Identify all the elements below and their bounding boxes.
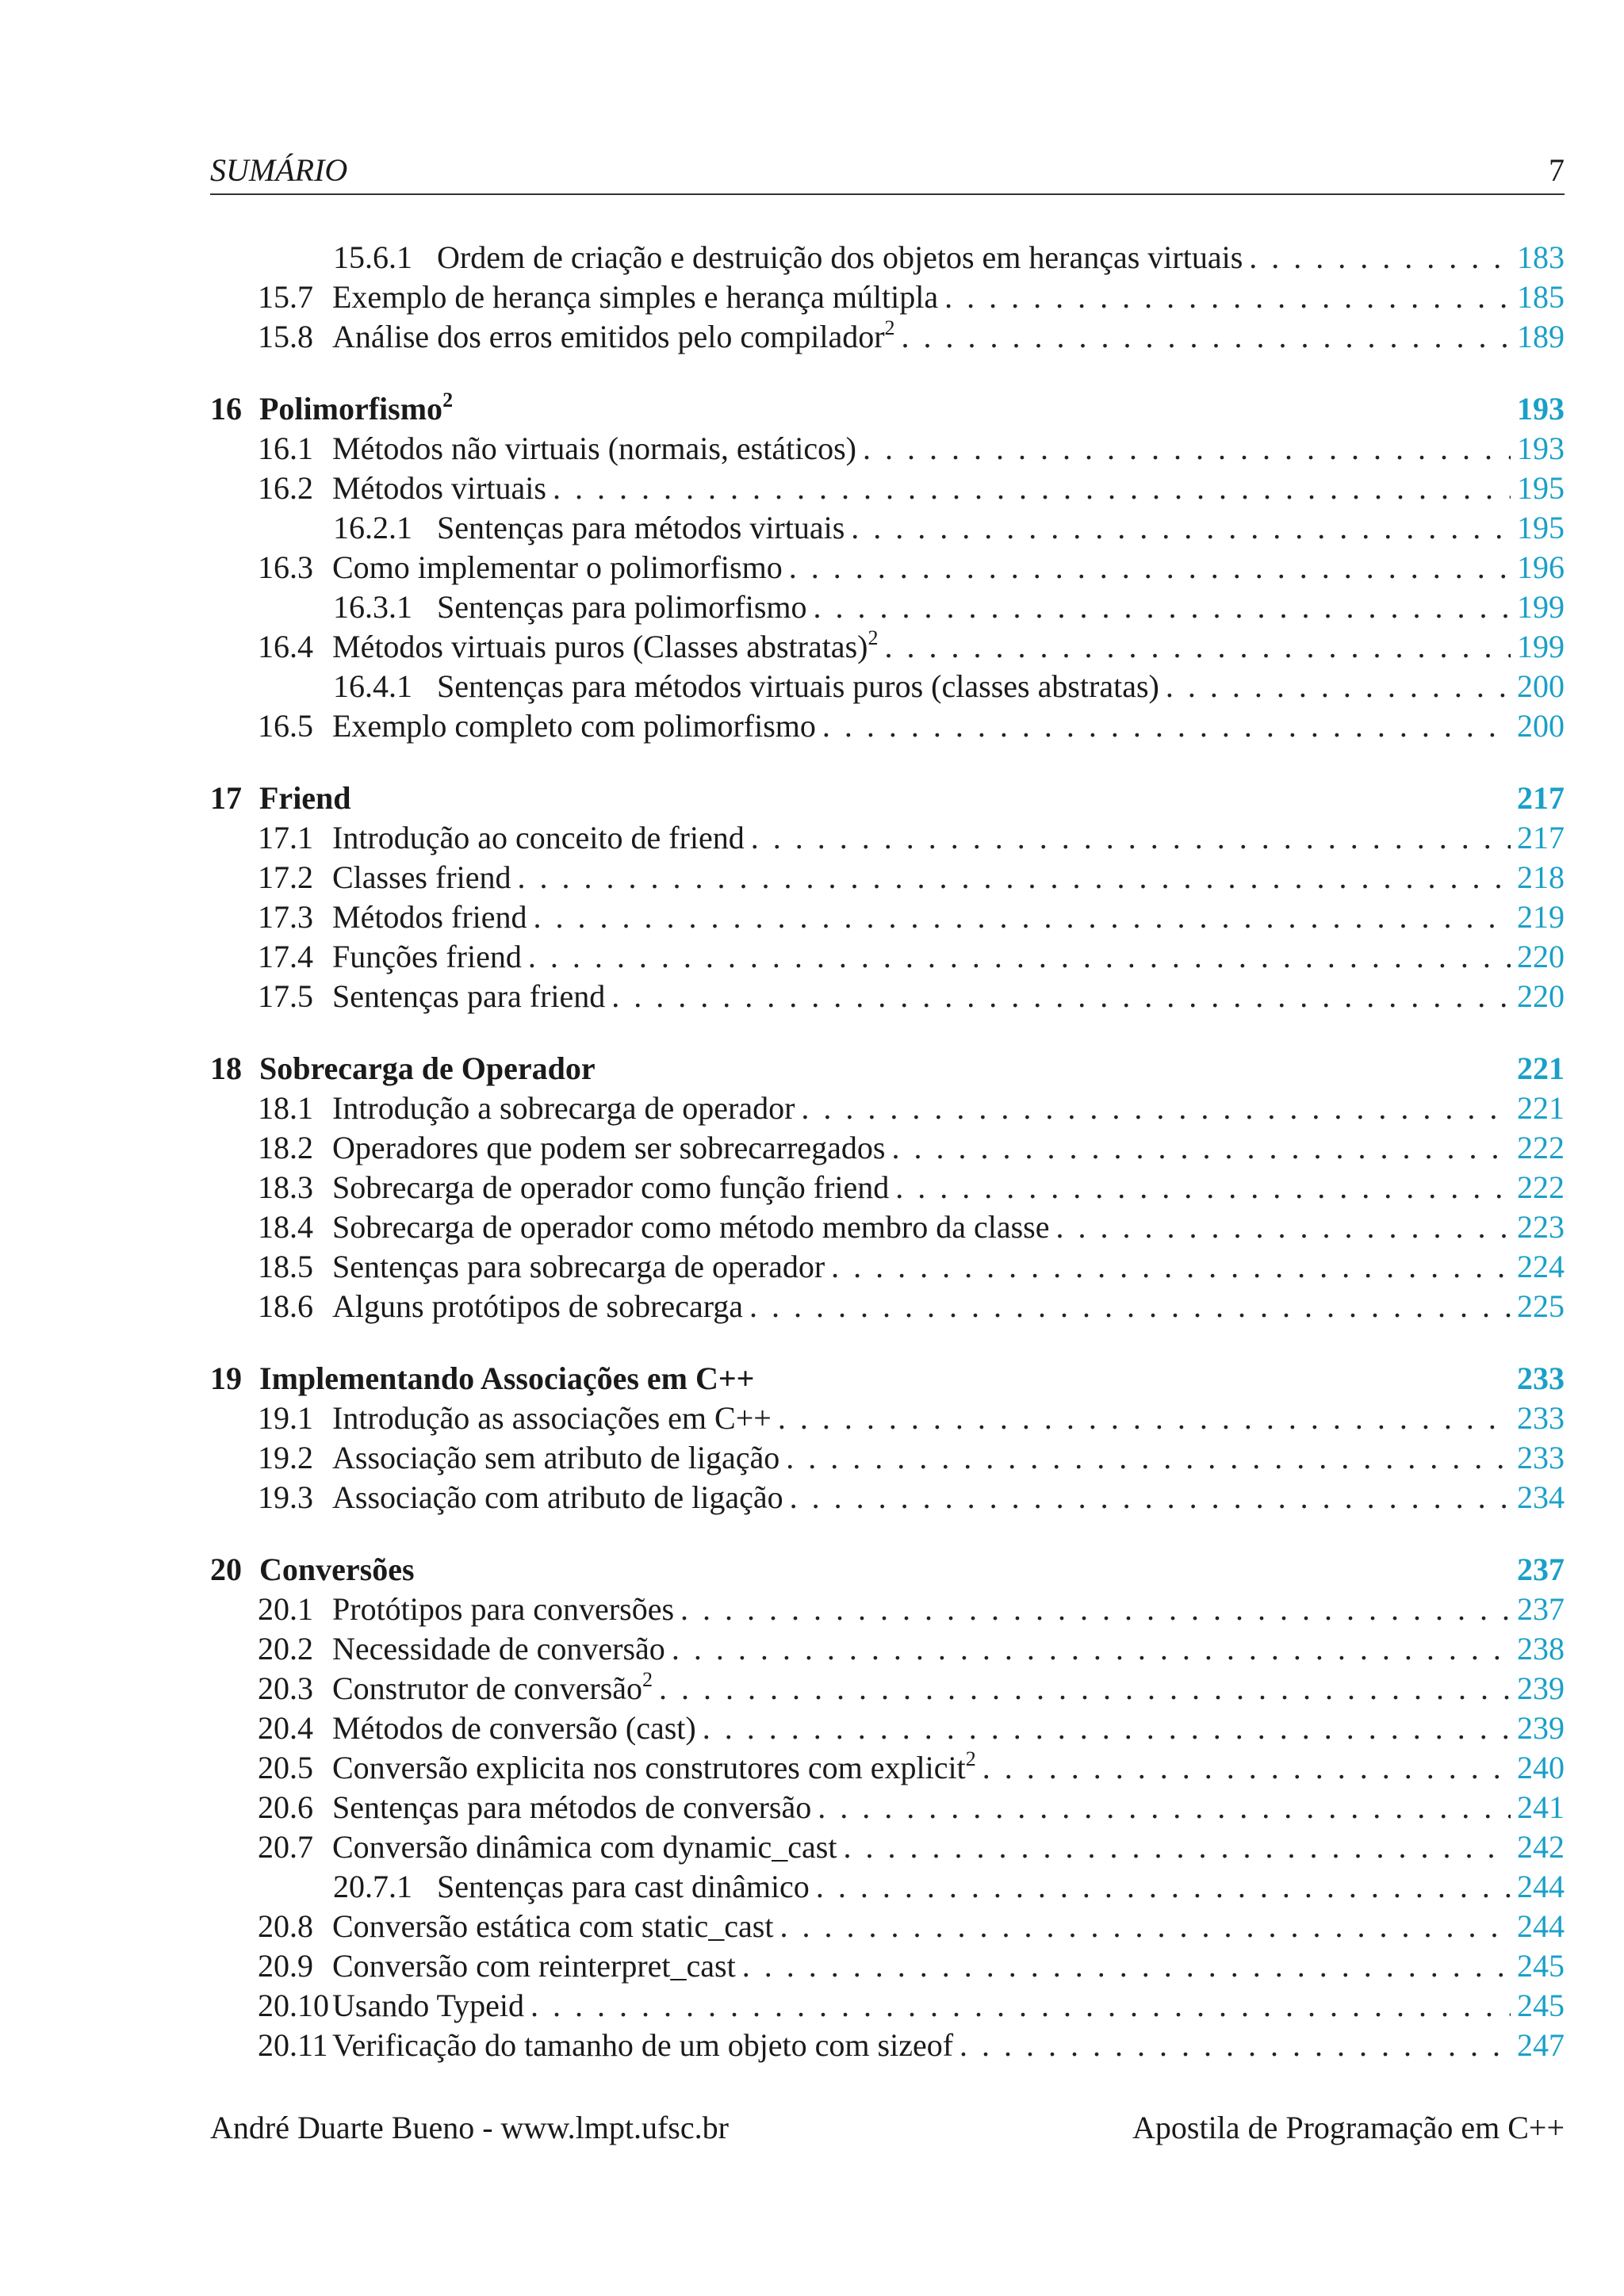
toc-section-entry[interactable] xyxy=(210,1590,1565,1629)
toc-entry-title xyxy=(332,1287,749,1326)
toc-entry-title-text: Sentenças para métodos virtuais puros (classes abstratas) xyxy=(437,668,1159,704)
toc-entry-title xyxy=(259,779,358,818)
toc-section-entry[interactable] xyxy=(210,1207,1565,1247)
dot-leader xyxy=(801,1089,1511,1128)
dot-leader xyxy=(944,277,1511,317)
toc-entry-number: 20.11 xyxy=(258,2027,328,2063)
toc-entry-title xyxy=(332,1986,530,2026)
toc-page-link[interactable]: 200 xyxy=(1517,668,1565,704)
toc-page-link[interactable]: 233 xyxy=(1517,1440,1565,1475)
toc-entry-title-text: Alguns protótipos de sobrecarga xyxy=(332,1288,744,1324)
toc-section-entry[interactable] xyxy=(210,1986,1565,2026)
toc-subsection-entry[interactable] xyxy=(210,508,1565,548)
dot-leader xyxy=(659,1669,1511,1709)
toc-entry-number: 17.3 xyxy=(258,899,313,935)
toc-entry-number: 18.6 xyxy=(258,1288,313,1324)
toc-subsection-entry[interactable] xyxy=(210,1867,1565,1907)
toc-page-link[interactable]: 199 xyxy=(1517,629,1565,664)
dot-leader xyxy=(534,897,1511,937)
toc-entry-title xyxy=(332,1669,659,1709)
toc-entry-number: 20.2 xyxy=(258,1631,313,1667)
toc-entry-number: 17.1 xyxy=(258,820,313,855)
toc-entry-title-text: Sentenças para friend xyxy=(332,978,606,1014)
toc-entry-title-text: Necessidade de conversão xyxy=(332,1631,665,1667)
toc-entry-title xyxy=(332,1247,831,1287)
toc-entry-title-text: Verificação do tamanho de um objeto com sizeof xyxy=(332,2027,954,2063)
toc-section-entry[interactable] xyxy=(210,1478,1565,1517)
dot-leader xyxy=(818,1788,1511,1827)
toc-entry-title xyxy=(332,1478,790,1517)
toc-entry-title xyxy=(332,2026,959,2065)
dot-leader xyxy=(891,1128,1511,1168)
toc-entry-superscript: 2 xyxy=(642,1667,653,1691)
toc-entry-number: 16.3.1 xyxy=(333,589,412,625)
dot-leader xyxy=(518,858,1511,897)
toc-section-entry[interactable] xyxy=(210,277,1565,317)
toc-entry-title-text: Sentenças para polimorfismo xyxy=(437,589,807,625)
toc-entry-number: 18.5 xyxy=(258,1249,313,1284)
toc-entry-number: 20.6 xyxy=(258,1789,313,1825)
dot-leader xyxy=(814,587,1511,627)
toc-page-link[interactable]: 195 xyxy=(1517,470,1565,506)
toc-page-link[interactable]: 195 xyxy=(1517,510,1565,545)
toc-entry-title-text: Polimorfismo xyxy=(259,391,443,427)
toc-entry-number: 20.10 xyxy=(258,1988,329,2023)
toc-page-link[interactable]: 239 xyxy=(1517,1710,1565,1746)
toc-entry-title xyxy=(332,1089,801,1128)
toc-page-link[interactable]: 242 xyxy=(1517,1829,1565,1865)
toc-section-entry[interactable] xyxy=(210,1946,1565,1986)
toc-page-link[interactable]: 234 xyxy=(1517,1479,1565,1515)
dot-leader xyxy=(779,1907,1511,1946)
toc-section-entry[interactable] xyxy=(210,1669,1565,1709)
toc-entry-title-text: Introdução ao conceito de friend xyxy=(332,820,745,855)
running-title: SUMÁRIO xyxy=(210,152,348,188)
toc-entry-title-text: Protótipos para conversões xyxy=(332,1591,675,1627)
toc-entry-number: 16.2.1 xyxy=(333,510,412,545)
toc-entry-number: 16.4 xyxy=(258,629,313,664)
toc-chapter-entry[interactable] xyxy=(210,779,1565,818)
toc-section-entry[interactable] xyxy=(210,937,1565,977)
toc-page-link[interactable]: 223 xyxy=(1517,1209,1565,1245)
toc-page-link[interactable]: 247 xyxy=(1517,2027,1565,2063)
toc-entry-superscript: 2 xyxy=(884,316,895,339)
toc-entry-title-text: Análise dos erros emitidos pelo compilador xyxy=(332,319,885,354)
toc-entry-number: 17 xyxy=(210,780,242,816)
dot-leader xyxy=(1249,238,1511,277)
toc-section-entry[interactable] xyxy=(210,1709,1565,1748)
toc-entry-title-text: Exemplo completo com polimorfismo xyxy=(332,708,816,744)
toc-section-entry[interactable] xyxy=(210,2026,1565,2065)
dot-leader xyxy=(822,706,1511,746)
dot-leader xyxy=(528,937,1511,977)
toc-entry-title xyxy=(332,1827,843,1867)
toc-page-link[interactable]: 193 xyxy=(1517,430,1565,466)
toc-entry-title xyxy=(332,317,902,357)
toc-page-link[interactable]: 233 xyxy=(1517,1400,1565,1436)
toc-chapter-entry[interactable] xyxy=(210,1049,1565,1089)
toc-section-entry[interactable] xyxy=(210,1788,1565,1827)
toc-chapter-entry[interactable] xyxy=(210,389,1565,429)
toc-page-link[interactable]: 225 xyxy=(1517,1288,1565,1324)
toc-entry-number: 16 xyxy=(210,391,242,427)
toc-entry-title-text: Como implementar o polimorfismo xyxy=(332,549,783,585)
toc-entry-title xyxy=(437,587,814,627)
toc-section-entry[interactable] xyxy=(210,977,1565,1016)
toc-section-entry[interactable] xyxy=(210,1399,1565,1438)
toc-entry-title xyxy=(332,1168,895,1207)
toc-entry-title-text: Associação sem atributo de ligação xyxy=(332,1440,780,1475)
dot-leader xyxy=(751,818,1511,858)
toc-page-link[interactable]: 241 xyxy=(1517,1789,1565,1825)
toc-entry-number: 16.5 xyxy=(258,708,313,744)
toc-entry-number: 20.1 xyxy=(258,1591,313,1627)
toc-entry-title-text: Métodos não virtuais (normais, estáticos) xyxy=(332,430,856,466)
toc-chapter-entry[interactable] xyxy=(210,1359,1565,1399)
toc-section-entry[interactable] xyxy=(210,627,1565,667)
toc-page-link[interactable]: 239 xyxy=(1517,1670,1565,1706)
toc-entry-title-text: Introdução a sobrecarga de operador xyxy=(332,1090,795,1126)
toc-entry-title-text: Classes friend xyxy=(332,859,511,895)
toc-entry-title xyxy=(259,1550,421,1590)
toc-section-entry[interactable] xyxy=(210,1827,1565,1867)
toc-section-entry[interactable] xyxy=(210,1168,1565,1207)
dot-leader xyxy=(982,1748,1511,1788)
toc-section-entry[interactable] xyxy=(210,1748,1565,1788)
toc-subsection-entry[interactable] xyxy=(210,238,1565,277)
toc-page-link[interactable]: 238 xyxy=(1517,1631,1565,1667)
toc-page-link[interactable]: 221 xyxy=(1517,1050,1565,1086)
toc-entry-title-text: Conversão com reinterpret_cast xyxy=(332,1948,736,1984)
toc-entry-superscript: 2 xyxy=(965,1747,976,1770)
toc-entry-title-text: Implementando Associações em C++ xyxy=(259,1360,755,1396)
toc-entry-title xyxy=(332,1748,982,1788)
toc-entry-title xyxy=(332,1590,680,1629)
toc-page-link[interactable]: 196 xyxy=(1517,549,1565,585)
dot-leader xyxy=(863,429,1511,469)
toc-entry-number: 20.7 xyxy=(258,1829,313,1865)
table-of-contents xyxy=(210,238,1565,2065)
toc-page-link[interactable]: 219 xyxy=(1517,899,1565,935)
toc-entry-number: 18.4 xyxy=(258,1209,313,1245)
dot-leader xyxy=(884,627,1511,667)
dot-leader xyxy=(831,1247,1511,1287)
toc-entry-number: 16.3 xyxy=(258,549,313,585)
toc-entry-number: 20.9 xyxy=(258,1948,313,1984)
toc-page-link[interactable]: 222 xyxy=(1517,1130,1565,1165)
toc-entry-number: 15.7 xyxy=(258,279,313,315)
toc-entry-title-text: Usando Typeid xyxy=(332,1988,524,2023)
toc-entry-number: 19.1 xyxy=(258,1400,313,1436)
toc-page-link[interactable]: 185 xyxy=(1517,279,1565,315)
toc-section-entry[interactable] xyxy=(210,1247,1565,1287)
toc-section-entry[interactable] xyxy=(210,818,1565,858)
toc-entry-title xyxy=(332,1128,891,1168)
toc-page-link[interactable]: 245 xyxy=(1517,1988,1565,2023)
toc-subsection-entry[interactable] xyxy=(210,587,1565,627)
toc-entry-title-text: Sobrecarga de operador como método membro da classe xyxy=(332,1209,1050,1245)
dot-leader xyxy=(790,1478,1511,1517)
toc-entry-number: 18.2 xyxy=(258,1130,313,1165)
dot-leader xyxy=(672,1629,1511,1669)
toc-page-link[interactable]: 199 xyxy=(1517,589,1565,625)
toc-entry-number: 20.7.1 xyxy=(333,1869,412,1904)
toc-entry-title xyxy=(332,627,884,667)
toc-entry-number: 15.8 xyxy=(258,319,313,354)
toc-entry-number: 18.3 xyxy=(258,1169,313,1205)
toc-entry-title xyxy=(332,1207,1056,1247)
toc-entry-title-text: Funções friend xyxy=(332,939,522,974)
toc-section-entry[interactable] xyxy=(210,1438,1565,1478)
toc-entry-title xyxy=(259,1359,760,1399)
footer-book-title: Apostila de Programação em C++ xyxy=(1132,2110,1565,2145)
dot-leader xyxy=(786,1438,1511,1478)
footer-author: André Duarte Bueno - www.lmpt.ufsc.br xyxy=(210,2110,729,2145)
toc-entry-title xyxy=(437,508,851,548)
toc-chapter-entry[interactable] xyxy=(210,1550,1565,1590)
toc-page-link[interactable]: 220 xyxy=(1517,939,1565,974)
toc-entry-number: 20.8 xyxy=(258,1908,313,1944)
toc-entry-title xyxy=(332,818,751,858)
toc-section-entry[interactable] xyxy=(210,897,1565,937)
toc-entry-number: 17.5 xyxy=(258,978,313,1014)
toc-entry-title xyxy=(332,277,944,317)
dot-leader xyxy=(895,1168,1511,1207)
toc-entry-title-text: Construtor de conversão xyxy=(332,1670,643,1706)
toc-page-link[interactable]: 220 xyxy=(1517,978,1565,1014)
toc-entry-title xyxy=(332,1709,703,1748)
toc-entry-number: 19.3 xyxy=(258,1479,313,1515)
dot-leader xyxy=(680,1590,1511,1629)
dot-leader xyxy=(1056,1207,1511,1247)
dot-leader xyxy=(749,1287,1511,1326)
toc-page-link[interactable]: 245 xyxy=(1517,1948,1565,1984)
toc-entry-title xyxy=(259,1049,602,1089)
dot-leader xyxy=(843,1827,1511,1867)
toc-entry-number: 20.5 xyxy=(258,1750,313,1785)
toc-page-link[interactable]: 244 xyxy=(1517,1908,1565,1944)
toc-entry-title-text: Ordem de criação e destruição dos objetos em heranças virtuais xyxy=(437,239,1243,275)
dot-leader xyxy=(816,1867,1511,1907)
toc-page-link[interactable]: 233 xyxy=(1517,1360,1565,1396)
toc-entry-number: 16.1 xyxy=(258,430,313,466)
dot-leader xyxy=(778,1399,1511,1438)
toc-page-link[interactable]: 200 xyxy=(1517,708,1565,744)
toc-entry-number: 20.4 xyxy=(258,1710,313,1746)
toc-section-entry[interactable] xyxy=(210,317,1565,357)
toc-page-link[interactable]: 222 xyxy=(1517,1169,1565,1205)
toc-entry-title-text: Sentenças para métodos de conversão xyxy=(332,1789,812,1825)
dot-leader xyxy=(553,469,1511,508)
toc-entry-number: 17.4 xyxy=(258,939,313,974)
toc-page-link[interactable]: 217 xyxy=(1517,780,1565,816)
toc-page-link[interactable]: 221 xyxy=(1517,1090,1565,1126)
toc-page-link[interactable]: 193 xyxy=(1517,391,1565,427)
toc-section-entry[interactable] xyxy=(210,1907,1565,1946)
dot-leader xyxy=(742,1946,1511,1986)
toc-section-entry[interactable] xyxy=(210,1089,1565,1128)
toc-entry-title xyxy=(332,1946,742,1986)
toc-entry-title-text: Métodos de conversão (cast) xyxy=(332,1710,696,1746)
toc-entry-title xyxy=(332,1629,672,1669)
toc-entry-number: 16.2 xyxy=(258,470,313,506)
toc-entry-title xyxy=(332,858,518,897)
toc-entry-title-text: Conversão estática com static_cast xyxy=(332,1908,774,1944)
toc-subsection-entry[interactable] xyxy=(210,667,1565,706)
toc-section-entry[interactable] xyxy=(210,858,1565,897)
toc-entry-number: 15.6.1 xyxy=(333,239,412,275)
toc-section-entry[interactable] xyxy=(210,469,1565,508)
dot-leader xyxy=(851,508,1511,548)
toc-entry-number: 18 xyxy=(210,1050,242,1086)
toc-entry-title-text: Sentenças para métodos virtuais xyxy=(437,510,845,545)
toc-entry-title-text: Métodos virtuais puros (Classes abstratas) xyxy=(332,629,868,664)
toc-entry-title-text: Métodos friend xyxy=(332,899,527,935)
toc-page-link[interactable]: 240 xyxy=(1517,1750,1565,1785)
toc-entry-title-text: Sobrecarga de operador como função friend xyxy=(332,1169,890,1205)
toc-entry-number: 19 xyxy=(210,1360,242,1396)
toc-page-link[interactable]: 237 xyxy=(1517,1591,1565,1627)
toc-entry-number: 18.1 xyxy=(258,1090,313,1126)
toc-entry-title-text: Sentenças para sobrecarga de operador xyxy=(332,1249,825,1284)
toc-entry-title-text: Introdução as associações em C++ xyxy=(332,1400,772,1436)
toc-entry-title xyxy=(437,238,1249,277)
toc-entry-title-text: Associação com atributo de ligação xyxy=(332,1479,783,1515)
toc-section-entry[interactable] xyxy=(210,1287,1565,1326)
toc-entry-title-text: Operadores que podem ser sobrecarregados xyxy=(332,1130,886,1165)
toc-entry-number: 20 xyxy=(210,1552,242,1587)
toc-entry-superscript: 2 xyxy=(442,388,454,411)
toc-page-link[interactable]: 183 xyxy=(1517,239,1565,275)
toc-entry-title-text: Sobrecarga de Operador xyxy=(259,1050,596,1086)
toc-entry-title xyxy=(332,937,528,977)
toc-entry-title-text: Conversão explicita nos construtores com explicit xyxy=(332,1750,966,1785)
toc-entry-number: 17.2 xyxy=(258,859,313,895)
dot-leader xyxy=(530,1986,1511,2026)
toc-entry-title xyxy=(332,548,789,587)
toc-entry-title xyxy=(332,1399,778,1438)
page-footer xyxy=(210,2109,1565,2146)
dot-leader xyxy=(611,977,1511,1016)
toc-entry-number: 20.3 xyxy=(258,1670,313,1706)
toc-entry-title xyxy=(332,977,611,1016)
toc-entry-superscript: 2 xyxy=(868,626,879,649)
toc-entry-title xyxy=(332,1438,786,1478)
toc-entry-title xyxy=(332,429,863,469)
toc-entry-title xyxy=(332,1788,818,1827)
page-number: 7 xyxy=(1549,152,1565,188)
dot-leader xyxy=(703,1709,1511,1748)
toc-entry-title xyxy=(332,706,822,746)
toc-entry-title-text: Métodos virtuais xyxy=(332,470,546,506)
dot-leader xyxy=(959,2026,1511,2065)
toc-entry-number: 19.2 xyxy=(258,1440,313,1475)
dot-leader xyxy=(789,548,1511,587)
toc-section-entry[interactable] xyxy=(210,706,1565,746)
toc-section-entry[interactable] xyxy=(210,429,1565,469)
toc-entry-title xyxy=(332,897,534,937)
toc-page-link[interactable]: 218 xyxy=(1517,859,1565,895)
toc-entry-title-text: Exemplo de herança simples e herança múltipla xyxy=(332,279,939,315)
toc-page-link[interactable]: 244 xyxy=(1517,1869,1565,1904)
toc-entry-title xyxy=(259,389,459,429)
toc-section-entry[interactable] xyxy=(210,1629,1565,1669)
toc-entry-title-text: Friend xyxy=(259,780,351,816)
toc-entry-title xyxy=(332,469,553,508)
dot-leader xyxy=(1166,667,1511,706)
toc-entry-title-text: Conversão dinâmica com dynamic_cast xyxy=(332,1829,837,1865)
toc-page-link[interactable]: 237 xyxy=(1517,1552,1565,1587)
toc-entry-title xyxy=(332,1907,779,1946)
toc-entry-title-text: Sentenças para cast dinâmico xyxy=(437,1869,810,1904)
toc-entry-title-text: Conversões xyxy=(259,1552,415,1587)
toc-entry-number: 16.4.1 xyxy=(333,668,412,704)
toc-section-entry[interactable] xyxy=(210,1128,1565,1168)
toc-entry-title xyxy=(437,667,1166,706)
toc-page-link[interactable]: 189 xyxy=(1517,319,1565,354)
toc-page-link[interactable]: 217 xyxy=(1517,820,1565,855)
page-header xyxy=(210,151,1565,195)
toc-entry-title xyxy=(437,1867,816,1907)
toc-page-link[interactable]: 224 xyxy=(1517,1249,1565,1284)
dot-leader xyxy=(902,317,1511,357)
toc-section-entry[interactable] xyxy=(210,548,1565,587)
